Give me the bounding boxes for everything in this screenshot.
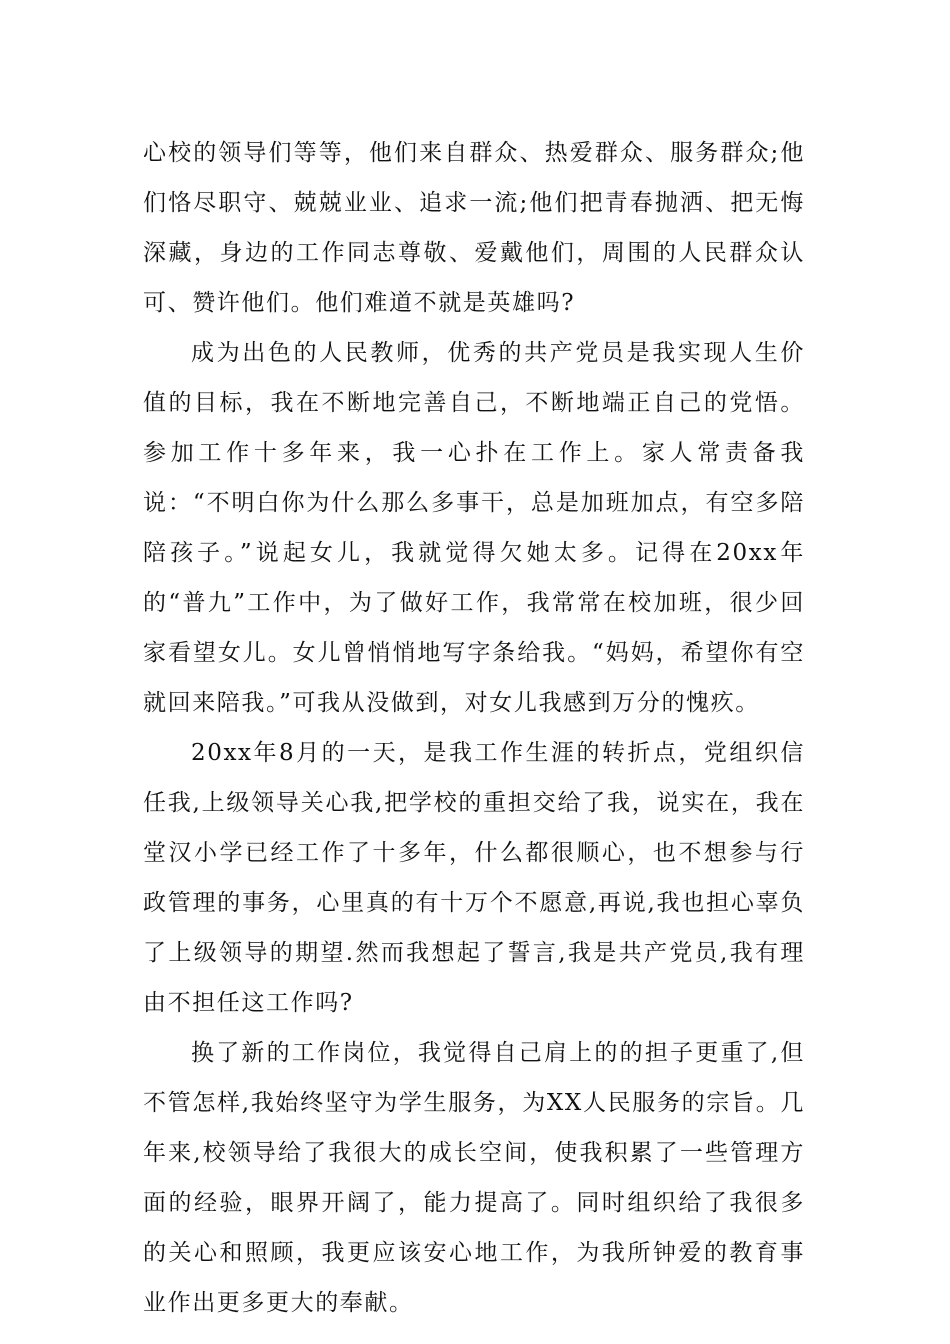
paragraph-4: 换了新的工作岗位，我觉得自己肩上的的担子更重了,但不管怎样,我始终坚守为学生服务，为XX人民服务的宗旨。几年来,校领导给了我很大的成长空间，使我积累了一些管理方面的经验，眼界开阔了，能力提高了。同时组织给了我很多的关心和照顾，我更应该安心地工作，为我所钟爱的教育事业作出更多更大的奉献。 (143, 1040, 805, 1316)
paragraph-1: 心校的领导们等等，他们来自群众、热爱群众、服务群众;他们恪尽职守、兢兢业业、追求一流;他们把青春抛洒、把无悔深藏，身边的工作同志尊敬、爱戴他们，周围的人民群众认可、赞许他们。他们难道不就是英雄吗? (143, 140, 805, 316)
document-body (143, 128, 805, 1328)
paragraph-3: 20xx年8月的一天，是我工作生涯的转折点，党组织信任我,上级领导关心我,把学校的重担交给了我，说实在，我在堂汉小学已经工作了十多年，什么都很顺心，也不想参与行政管理的事务，心里真的有十万个不愿意,再说,我也担心辜负了上级领导的期望.然而我想起了誓言,我是共产党员,我有理由不担任这工作吗? (143, 740, 805, 1016)
paragraph-2: 成为出色的人民教师，优秀的共产党员是我实现人生价值的目标，我在不断地完善自己，不断地端正自己的党悟。参加工作十多年来，我一心扑在工作上。家人常责备我说：“不明白你为什么那么多事干，总是加班加点，有空多陪陪孩子。”说起女儿，我就觉得欠她太多。记得在20xx年的“普九”工作中，为了做好工作，我常常在校加班，很少回家看望女儿。女儿曾悄悄地写字条给我。“妈妈，希望你有空就回来陪我。”可我从没做到，对女儿我感到万分的愧疚。 (143, 340, 805, 716)
